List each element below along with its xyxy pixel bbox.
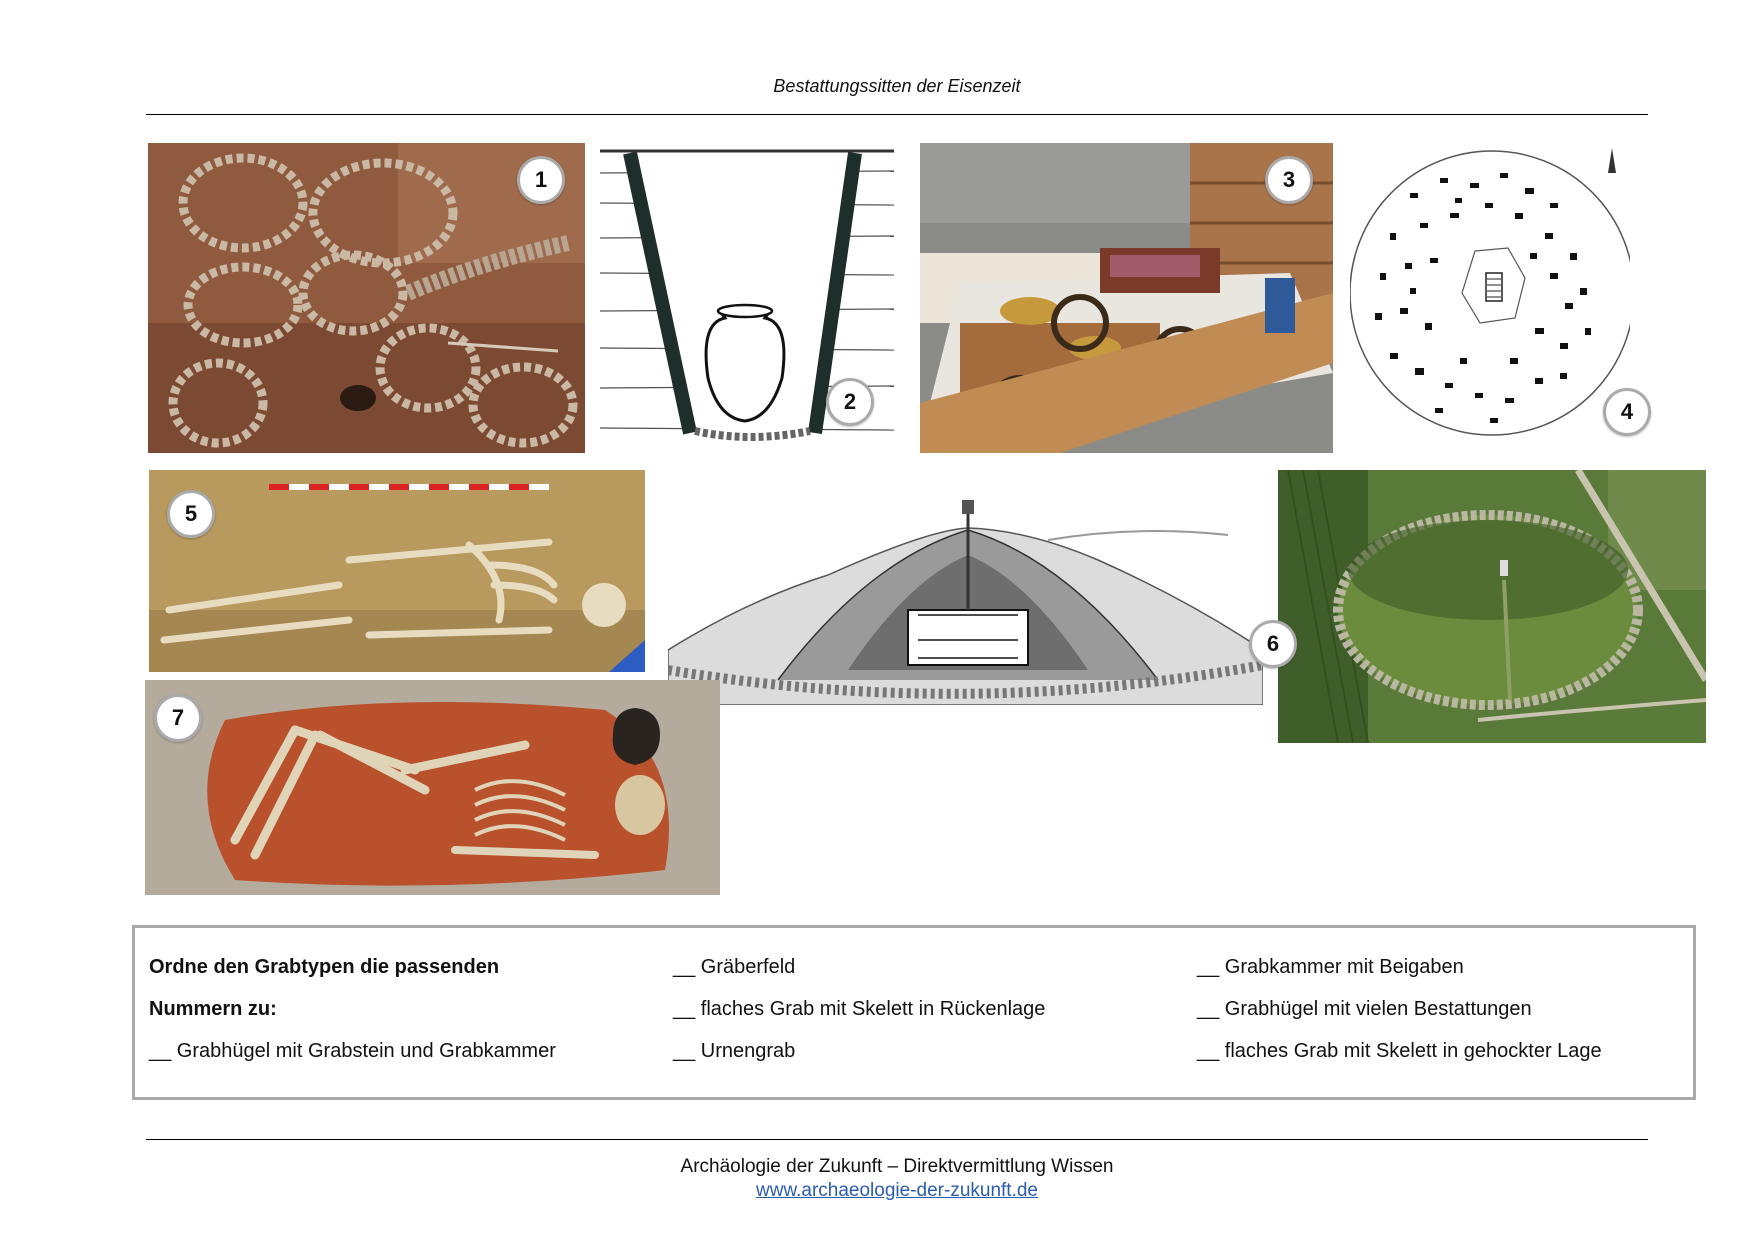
option-grabhuegel-grabstein-grabkammer[interactable]: __ Grabhügel mit Grabstein und Grabkammer [149, 1040, 556, 1062]
task-box [132, 925, 1696, 1100]
header-rule [146, 114, 1648, 115]
footer-org: Archäologie der Zukunft – Direktvermittlung Wissen [680, 1156, 1114, 1177]
option-grabhuegel-viele-bestattungen[interactable]: __ Grabhügel mit vielen Bestattungen [1197, 998, 1532, 1020]
figure-4-plan [1350, 143, 1630, 443]
option-graeberfeld[interactable]: __ Gräberfeld [673, 956, 796, 978]
footer-rule [146, 1139, 1648, 1140]
figure-5-photo [149, 470, 645, 672]
footer-url-line [0, 1180, 1754, 1202]
figure-7-number: 7 [154, 694, 202, 742]
option-urnengrab[interactable]: __ Urnengrab [673, 1040, 796, 1062]
figure-2-number: 2 [826, 378, 874, 426]
page-title: Bestattungssitten der Eisenzeit [773, 76, 1021, 96]
task-prompt-line1: Ordne den Grabtypen die passenden [149, 956, 500, 978]
figure-6-number: 6 [1249, 620, 1297, 668]
figure-3-number: 3 [1265, 156, 1313, 204]
footer-url-link[interactable]: www.archaeologie-der-zukunft.de [756, 1180, 1038, 1201]
option-flaches-grab-rueckenlage[interactable]: __ flaches Grab mit Skelett in Rückenlage [673, 998, 1046, 1020]
option-flaches-grab-gehockt[interactable]: __ flaches Grab mit Skelett in gehockter Lage [1197, 1040, 1602, 1062]
option-grabkammer-beigaben[interactable]: __ Grabkammer mit Beigaben [1197, 956, 1464, 978]
figure-5-number: 5 [167, 490, 215, 538]
figure-1-number: 1 [517, 156, 565, 204]
task-prompt-line2: Nummern zu: [149, 998, 277, 1020]
figure-6-drawing [668, 500, 1263, 705]
figure-4-number: 4 [1603, 388, 1651, 436]
figure-6-aerial-photo [1278, 470, 1706, 743]
figure-7-photo [145, 680, 720, 895]
